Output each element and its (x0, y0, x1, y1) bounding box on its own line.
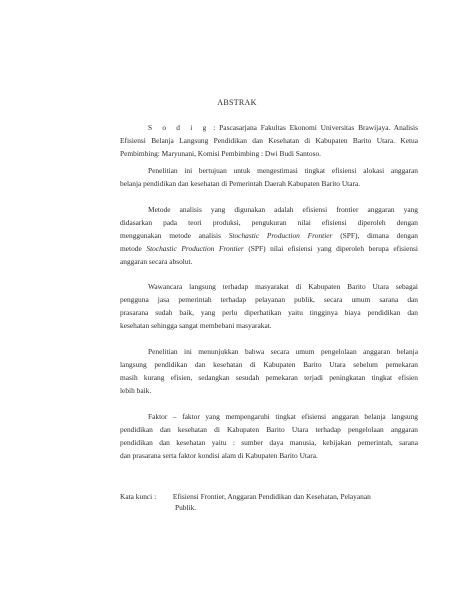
author-affiliation: : Pascasarjana Fakultas Ekonomi Universitas Brawijaya. Analisis (213, 123, 418, 132)
author-paragraph (120, 122, 418, 161)
abstract-title: ABSTRAK (217, 98, 257, 107)
results-line-4: lebih baik. (120, 385, 152, 395)
method-line-3-em: Stochastic Production Frontier (228, 230, 333, 240)
keywords-line-2: Publik. (175, 503, 197, 512)
method-line-4-b: (SPF) nilai efisiensi yang diperoleh berupa efisiensi (248, 243, 418, 253)
results-line-1: Penelitian ini menunjukkan bahwa secara umum pengelolaan anggaran belanja (148, 347, 418, 356)
interview-line-2: pengguna jasa pemerintah terhadap pelayanan publik, secara umum sarana dan (120, 294, 418, 304)
author-line-3: Pembimbing: Maryunani, Komisi Pembimbing : Dwi Budi Santoso. (120, 148, 321, 158)
method-line-5: anggaran secara absolut. (120, 256, 193, 266)
method-line-4-em: Stochastic Production Frontier (146, 243, 244, 253)
method-line-3-a: menggunakan metode analisis (120, 230, 221, 240)
results-line-3: masih kurang efisien, sedangkan sesudah pemekaran terjadi peningkatan tingkat efisien (120, 372, 418, 382)
paragraph-factors (120, 411, 418, 463)
factors-line-4: dan prasarana serta faktor kondisi alam di Kabupaten Barito Utara. (120, 450, 318, 460)
purpose-line-2: belanja pendidikan dan kesehatan di Pemerintah Daerah Kabupaten Barito Utara. (120, 178, 361, 188)
keywords-line-1: Efisiensi Frontier, Anggaran Pendidikan dan Kesehatan, Pelayanan (172, 492, 371, 501)
author-line-1 (120, 122, 418, 135)
author-line-2: Efisiensi Belanja Langsung Pendidikan dan Kesehatan di Kabupaten Barito Utara. Ketua (120, 135, 418, 145)
method-line-1: Metode analisis yang digunakan adalah efisiensi frontier anggaran yang (148, 205, 418, 214)
keywords-block (120, 491, 420, 513)
factors-line-2: pendidikan dan kesehatan di Kabupaten Barito Utara terhadap pengelolaan anggaran (120, 424, 418, 434)
method-line-2: didasarkan pada teori produksi, pengukuran nilai efisiensi diperoleh dengan (120, 217, 418, 227)
keywords-label: Kata kunci : (120, 492, 157, 501)
method-line-3 (120, 230, 418, 243)
author-name: S o d i g (148, 123, 210, 132)
paragraph-method (120, 204, 418, 269)
interview-line-4: kesehatan sehingga sangat membebani masyarakat. (120, 320, 272, 330)
method-line-3-b: (SPF), dimana dengan (340, 230, 418, 240)
factors-line-1: Faktor – faktor yang mempengaruhi tingkat efisiensi anggaran belanja langsung (148, 412, 418, 421)
paragraph-results (120, 346, 418, 398)
factors-line-3: pendidikan dan kesehatan yaitu : sumber daya manusia, kebijakan pemerintah, sarana (120, 437, 418, 447)
interview-line-3: prasarana sudah baik, yang perlu diperhatikan yaitu tingginya biaya pendidikan dan (120, 307, 418, 317)
purpose-line-1: Penelitian ini bertujuan untuk mengestimasi tingkat efisiensi alokasi anggaran (148, 166, 418, 175)
results-line-2: langsung pendidikan dan kesehatan di Kabupaten Barito Utara sebelum pemekaran (120, 359, 418, 369)
paragraph-purpose (120, 165, 418, 191)
method-line-4-a: metode (120, 243, 142, 253)
paragraph-interview (120, 281, 418, 333)
interview-line-1: Wawancara langsung terhadap masyarakat di Kabupaten Barito Utara sebagai (148, 282, 418, 291)
method-line-4 (120, 243, 418, 256)
